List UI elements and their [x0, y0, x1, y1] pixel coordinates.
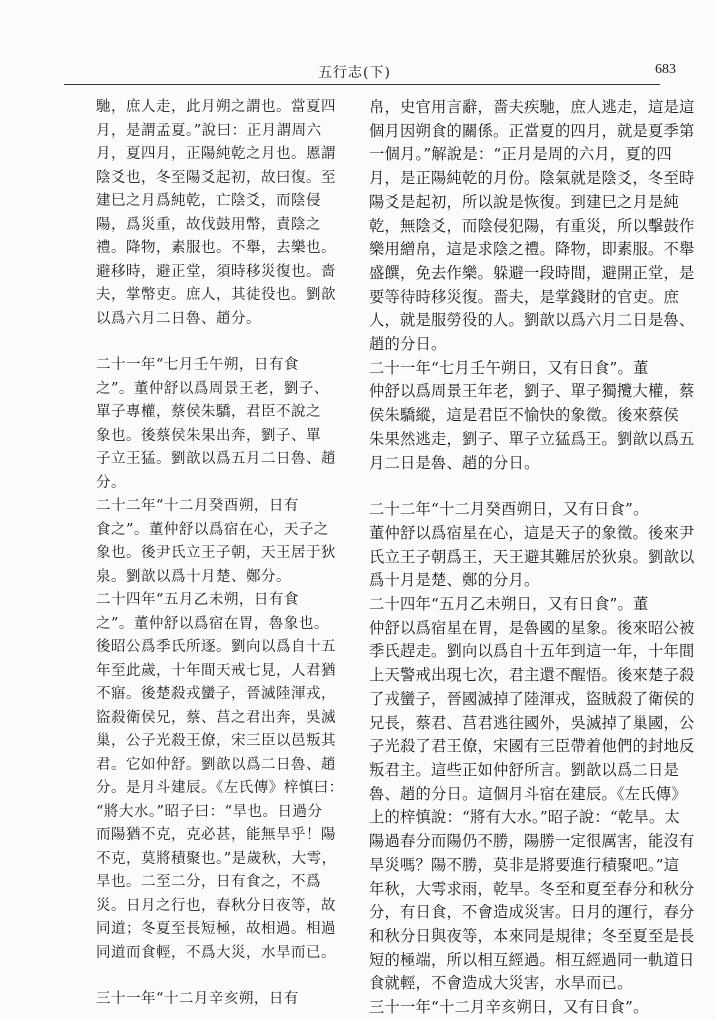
classical-text-line: 二十四年“五月乙未朔，日有食: [96, 592, 299, 608]
translation-line: 和秋分日與夜等，本來同是規律；冬至夏至是長: [369, 926, 695, 945]
classical-text-line: 禮。降物，素服也。不舉，去樂也。: [96, 240, 336, 256]
translation-line: 樂用繒帛，這是求陰之禮。降物，即素服。不舉: [369, 240, 695, 259]
translation-column: [369, 96, 694, 1020]
translation-line: 一個月。”解說是：“正月是周的六月，夏的四: [369, 145, 672, 164]
classical-text-line: 象也。後尹氏立王子朝，天王居于狄: [96, 545, 336, 561]
translation-line: 叛君主。這些正如仲舒所言。劉歆以爲二日是: [369, 760, 679, 779]
classical-text-line: 而陽猶不克，克必甚，能無旱乎！陽: [96, 827, 336, 843]
translation-line: 食就輕，不會造成大災害，水旱而已。: [369, 974, 633, 993]
translation-line: 個月因朔食的關係。正當夏的四月，就是夏季第: [369, 121, 695, 140]
translation-line: 朱果然逃走，劉子、單子立猛爲王。劉歆以爲五: [369, 429, 695, 448]
classical-text-spacer: [96, 331, 344, 354]
classical-text-line: 陽，爲災重，故伐鼓用幣，責陰之: [96, 216, 321, 233]
translation-line: 趙的分日。: [369, 335, 447, 354]
translation-line: 盛饌，免去作樂。躲避一段時間，避開正堂，是: [369, 263, 695, 282]
translation-line: 魯、趙的分日。這個月斗宿在建辰。《左氏傳》: [369, 784, 687, 803]
translation-line: 分，有日食，不會造成災害。日月的運行，春分: [369, 903, 695, 922]
translation-spacer: [369, 475, 694, 498]
translation-line: 月，是正陽純乾的月份。陰氣就是陰爻，冬至時: [369, 169, 695, 188]
classical-text-line: 災。日月之行也，春秋分日夜等，故: [96, 897, 336, 914]
chapter-title: 五行志(下): [318, 65, 391, 81]
translation-line: 了戎蠻子，晉國滅掉了陸渾戎，盜賊殺了衛侯的: [369, 689, 695, 708]
classical-text-line: 君。它如仲舒。劉歆以爲二日魯、趙: [96, 756, 336, 773]
translation-line: 陽過春分而陽仍不勝，陽勝一定很厲害，能沒有: [369, 832, 695, 851]
classical-text-line: 二十一年“七月壬午朔，日有食: [96, 357, 299, 373]
page-number: 683: [655, 62, 676, 77]
classical-text-column: [96, 96, 344, 1012]
classical-text-line: 夫，掌幣吏。庶人，其徒役也。劉歆: [96, 287, 336, 303]
classical-text-spacer: [96, 965, 344, 988]
classical-text-line: 建巳之月爲純乾，亡陰爻，而陰侵: [96, 193, 321, 209]
translation-line: 三十一年“十二月辛亥朔日，又有日食”。: [369, 998, 649, 1017]
classical-text-line: 單子專權，蔡侯朱驕，君臣不說之: [96, 404, 321, 420]
classical-text-line: 以爲六月二日魯、趙分。: [96, 310, 261, 327]
translation-line: 氏立王子朝爲王，天王避其難居於狄泉。劉歆以: [369, 547, 695, 566]
classical-text-line: 同道而食輕，不爲大災，水旱而已。: [96, 944, 336, 961]
classical-text-line: 月，是謂孟夏。”說曰：正月謂周六: [96, 122, 322, 139]
translation-line: 上天警戒出現七次，君主還不醒悟。後來楚子殺: [369, 666, 695, 685]
classical-text-line: 年至此歲，十年間天戒七見，人君猶: [96, 662, 336, 679]
classical-text-line: 之”。董仲舒以爲周景王老，劉子、: [96, 380, 329, 397]
translation-line: 子光殺了君王僚，宋國有三臣帶着他們的封地反: [369, 737, 695, 756]
classical-text-line: 食之”。董仲舒以爲宿在心，天子之: [96, 521, 329, 538]
classical-text-line: 後昭公爲季氏所逐。劉向以爲自十五: [96, 639, 336, 655]
translation-line: 旱災嗎？陽不勝，莫非是將要進行積聚吧。”這: [369, 855, 680, 874]
translation-line: 短的極端，所以相互經過。相互經過同一軌道日: [369, 950, 695, 969]
translation-line: 二十四年“五月乙未朔日，又有日食”。董: [369, 595, 649, 614]
translation-line: 兄長，蔡君、莒君逃往國外，吳滅掉了巢國，公: [369, 713, 695, 732]
translation-line: 上的梓慎說：“將有大水。”昭子說：“乾旱。太: [369, 808, 680, 827]
classical-text-line: 子立王猛。劉歆以爲五月二日魯、趙: [96, 451, 336, 467]
classical-text-line: 馳，庶人走，此月朔之謂也。當夏四: [96, 99, 336, 115]
classical-text-line: 之”。董仲舒以爲宿在胃，魯象也。: [96, 615, 329, 632]
classical-text-line: 陰爻也，冬至陽爻起初，故曰復。至: [96, 169, 336, 186]
classical-text-line: 盜殺衛侯兄，蔡、莒之君出奔，吳滅: [96, 709, 336, 726]
translation-line: 乾，無陰爻，而陰侵犯陽，有重災，所以擊鼓作: [369, 216, 695, 235]
classical-text-line: 月，夏四月，正陽純乾之月也。慝謂: [96, 146, 336, 162]
translation-line: 爲十月是楚、鄭的分月。: [369, 571, 540, 590]
classical-text-line: “將大水。”昭子曰：“旱也。日過分: [96, 803, 323, 820]
classical-text-line: 不寤。後楚殺戎蠻子，晉滅陸渾戎，: [96, 686, 336, 702]
translation-line: 仲舒以爲宿星在胃，是魯國的星象。後來昭公被: [369, 618, 695, 637]
translation-line: 二十二年“十二月癸酉朔日，又有日食”。: [369, 500, 649, 519]
translation-line: 董仲舒以爲宿星在心，這是天子的象徵。後來尹: [369, 523, 695, 542]
classical-text-line: 不克，莫將積聚也。”是歲秋，大雩，: [96, 850, 337, 867]
translation-line: 帛，史官用言辭，嗇夫疾馳，庶人逃走，這是這: [369, 98, 695, 116]
translation-line: 季氏趕走。劉向以爲自十五年到這一年，十年間: [369, 642, 695, 661]
classical-text-line: 象也。後蔡侯朱果出奔，劉子、單: [96, 427, 321, 444]
classical-text-line: 二十二年“十二月癸酉朔，日有: [96, 498, 299, 514]
translation-line: 陽爻是起初，所以說是恢復。到建巳之月是純: [369, 192, 679, 211]
translation-line: 年秋，大雩求雨，乾旱。冬至和夏至春分和秋分: [369, 879, 695, 898]
classical-text-line: 旱也。二至二分，日有食之，不爲: [96, 874, 321, 890]
translation-line: 要等待時移災復。嗇夫，是掌錢財的官吏。庶: [369, 287, 679, 306]
translation-line: 侯朱驕縱，這是君臣不愉快的象徵。後來蔡侯: [369, 406, 679, 425]
translation-line: 二十一年“七月壬午朔日，又有日食”。董: [369, 358, 649, 377]
translation-line: 月二日是魯、趙的分日。: [369, 453, 540, 472]
classical-text-line: 三十一年“十二月辛亥朔，日有: [96, 991, 299, 1007]
translation-line: 仲舒以爲周景王年老，劉子、單子獨攬大權，蔡: [369, 382, 695, 401]
classical-text-line: 分。是月斗建辰。《左氏傳》梓慎曰：: [96, 780, 344, 796]
classical-text-line: 巢，公子光殺王僚，宋三臣以邑叛其: [96, 733, 336, 749]
classical-text-line: 同道；冬夏至長短極，故相過。相過: [96, 921, 336, 937]
classical-text-line: 泉。劉歆以爲十月楚、鄭分。: [96, 568, 291, 585]
header-rule: [64, 84, 660, 85]
classical-text-line: 分。: [96, 474, 126, 491]
translation-line: 人，就是服勞役的人。劉歆以爲六月二日是魯、: [369, 311, 695, 330]
running-header: [0, 58, 716, 90]
classical-text-line: 避移時，避正堂，須時移災復也。嗇: [96, 263, 336, 280]
